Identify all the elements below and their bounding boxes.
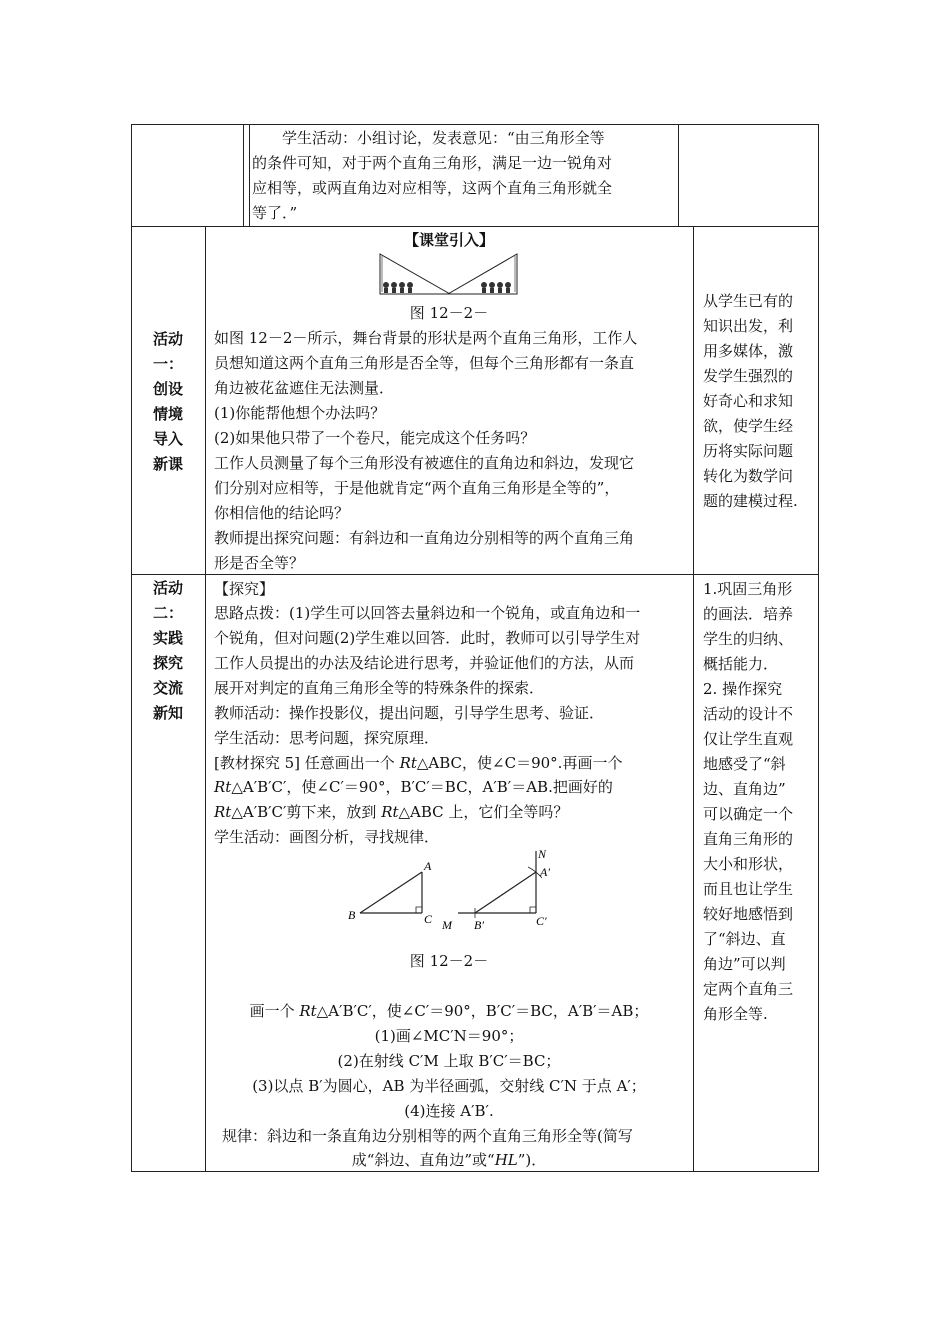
label-A: A — [424, 859, 432, 873]
right-triangle-construction-figure — [340, 845, 570, 935]
rt-italic: Rt — [381, 803, 399, 821]
row1-right-7: 历将实际问题 — [703, 442, 794, 460]
row2-right-7: 仅让学生直观 — [703, 730, 794, 748]
step-1: (1)画∠MC′N＝90°； — [374, 1027, 524, 1045]
rule-line-1: 规律：斜边和一条直角边分别相等的两个直角三角形全等(简写 — [222, 1127, 633, 1145]
row1-body-8: 你相信他的结论吗？ — [214, 504, 350, 522]
row0-line-4: 等了．” — [252, 204, 298, 222]
row2-right-6: 活动的设计不 — [703, 705, 794, 723]
label-C-prime: C′ — [536, 914, 547, 928]
label-C: C — [424, 912, 433, 926]
row2-body-3: 个锐角，但对问题(2)学生难以回答．此时，教师可以引导学生对 — [214, 629, 641, 647]
row1-body-3: 角边被花盆遮住无法测量． — [214, 379, 395, 397]
row1-left-5: 导入 — [152, 430, 183, 448]
row2-left-6: 新知 — [152, 704, 183, 722]
row2-right-5: 2. 操作探究 — [703, 680, 783, 698]
row2-left-4: 探究 — [152, 654, 183, 672]
row2-right-12: 大小和形状， — [703, 855, 794, 873]
row2-right-3: 学生的归纳、 — [703, 630, 794, 648]
rule-line2-suffix: ”)． — [517, 1151, 547, 1169]
row2-design-note — [703, 577, 793, 1027]
table-border-left — [131, 124, 132, 1172]
row-divider-1 — [131, 226, 819, 227]
row2-right-11: 直角三角形的 — [703, 830, 794, 848]
row1-right-3: 用多媒体，激 — [703, 342, 794, 360]
label-B-prime: B′ — [474, 918, 484, 932]
row2-right-17: 定两个直角三 — [703, 980, 794, 998]
row0-col-divider-left — [243, 124, 244, 226]
row2-right-8: 地感受了“斜 — [703, 755, 786, 773]
figure-caption-2: 图 12－2－ — [409, 952, 489, 970]
row0-col-divider-left-2 — [249, 124, 250, 226]
row1-body-1: 如图 12－2－所示，舞台背景的形状是两个直角三角形，工作人 — [214, 329, 638, 347]
explore5-prefix: [教材探究 5] 任意画出一个 — [214, 754, 400, 772]
row2-left-1: 活动 — [152, 579, 183, 597]
row1-right-6: 欲，使学生经 — [703, 417, 794, 435]
row1-left-6: 新课 — [152, 455, 183, 473]
steps-intro — [206, 999, 692, 1024]
row1-right-4: 发学生强烈的 — [703, 367, 794, 385]
row1-activity-label — [143, 327, 193, 477]
row2-left-2: 二： — [152, 604, 183, 622]
row2-right-16: 角边”可以判 — [703, 955, 786, 973]
row2-right-1: 1.巩固三角形 — [703, 580, 793, 598]
step-4: (4)连接 A′B′. — [404, 1102, 494, 1120]
row0-col-divider-right — [678, 124, 679, 226]
label-A-prime: A′ — [540, 865, 550, 879]
row2-right-2: 的画法．培养 — [703, 605, 794, 623]
figure-caption-1: 图 12－2－ — [409, 304, 489, 322]
row2-activity-label — [143, 576, 193, 726]
rt-italic: Rt — [299, 1002, 317, 1020]
row0-line-2: 的条件可知，对于两个直角三角形，满足一边一锐角对 — [252, 154, 613, 172]
explore5-line1-rest: △ABC，使∠C＝90°.再画一个 — [416, 754, 623, 772]
explore5-line2-rest: △A′B′C′，使∠C′＝90°，B′C′＝BC，A′B′＝AB.把画好的 — [231, 778, 613, 796]
explore5-line-3 — [214, 800, 568, 825]
row1-body-6: 工作人员测量了每个三角形没有被遮住的直角边和斜边，发现它 — [214, 454, 635, 472]
table-border-right — [818, 124, 819, 1172]
row1-body-7: 们分别对应相等，于是他就肯定“两个直角三角形是全等的”， — [214, 479, 620, 497]
col-divider-right — [693, 226, 694, 1172]
explore-heading: 【探究】 — [214, 580, 275, 598]
classroom-intro-heading: 【课堂引入】 — [403, 231, 494, 249]
row1-body-2: 员想知道这两个直角三角形是否全等，但每个三角形都有一条直 — [214, 354, 635, 372]
row2-right-10: 可以确定一个 — [703, 805, 794, 823]
explore5-line-2 — [214, 775, 613, 800]
student-activity: 学生活动：思考问题，探究原理． — [214, 729, 440, 747]
row2-left-3: 实践 — [152, 629, 183, 647]
row1-right-9: 题的建模过程. — [703, 492, 798, 510]
rt-italic: Rt — [214, 778, 232, 796]
label-N: N — [538, 847, 547, 861]
row2-right-9: 边、直角边” — [703, 780, 786, 798]
row1-right-2: 知识出发，利 — [703, 317, 794, 335]
row2-right-4: 概括能力． — [703, 655, 779, 673]
label-M: M — [442, 918, 452, 932]
student-draw-activity: 学生活动：画图分析，寻找规律． — [214, 828, 440, 846]
row1-right-5: 好奇心和求知 — [703, 392, 794, 410]
stage-triangles-figure — [376, 250, 521, 298]
rule-line2-prefix: 成“斜边、直角边”或“ — [351, 1151, 495, 1169]
rule-line-2 — [206, 1148, 692, 1173]
explore5-line-1 — [214, 751, 622, 776]
row0-line-1: 学生活动：小组讨论，发表意见：“由三角形全等 — [252, 129, 605, 147]
row1-left-4: 情境 — [152, 405, 183, 423]
steps-intro-prefix: 画一个 — [249, 1002, 300, 1020]
row2-body-5: 展开对判定的直角三角形全等的特殊条件的探索． — [214, 679, 545, 697]
row2-body-4: 工作人员提出的办法及结论进行思考，并验证他们的方法，从而 — [214, 654, 635, 672]
row2-right-13: 而且也让学生 — [703, 880, 794, 898]
hl-italic: HL — [494, 1151, 518, 1169]
row2-body-2: 思路点拨：(1)学生可以回答去量斜边和一个锐角，或直角边和一 — [214, 604, 641, 622]
table-border-top — [131, 124, 819, 125]
row1-left-1: 活动 — [152, 330, 183, 348]
teacher-activity: 教师活动：操作投影仪，提出问题，引导学生思考、验证． — [214, 704, 605, 722]
question-1: (1)你能帮他想个办法吗？ — [214, 404, 386, 422]
explore5-line3-rest: △ABC 上，它们全等吗？ — [398, 803, 569, 821]
steps-intro-rest: △A′B′C′，使∠C′＝90°，B′C′＝BC，A′B′＝AB； — [316, 1002, 649, 1020]
row1-body-10: 形是否全等？ — [214, 554, 305, 572]
explore5-line3-mid: △A′B′C′剪下来，放到 — [231, 803, 382, 821]
rt-italic: Rt — [214, 803, 232, 821]
step-2: (2)在射线 C′M 上取 B′C′＝BC； — [337, 1052, 561, 1070]
row1-body-9: 教师提出探究问题：有斜边和一直角边分别相等的两个直角三角 — [214, 529, 635, 547]
row1-right-1: 从学生已有的 — [703, 292, 794, 310]
label-B: B — [348, 908, 356, 922]
row1-design-note — [703, 289, 798, 514]
row2-left-5: 交流 — [152, 679, 183, 697]
row2-right-14: 较好地感悟到 — [703, 905, 794, 923]
rt-italic: Rt — [399, 754, 417, 772]
row0-line-3: 应相等，或两直角边对应相等，这两个直角三角形就全 — [252, 179, 613, 197]
row1-left-2: 一： — [152, 355, 183, 373]
row1-right-8: 转化为数学问 — [703, 467, 794, 485]
row2-right-18: 角形全等. — [703, 1005, 768, 1023]
question-2: (2)如果他只带了一个卷尺，能完成这个任务吗？ — [214, 429, 536, 447]
row1-left-3: 创设 — [152, 380, 183, 398]
row2-right-15: 了“斜边、直 — [703, 930, 786, 948]
step-3: (3)以点 B′为圆心，AB 为半径画弧，交射线 C′N 于点 A′； — [252, 1077, 646, 1095]
